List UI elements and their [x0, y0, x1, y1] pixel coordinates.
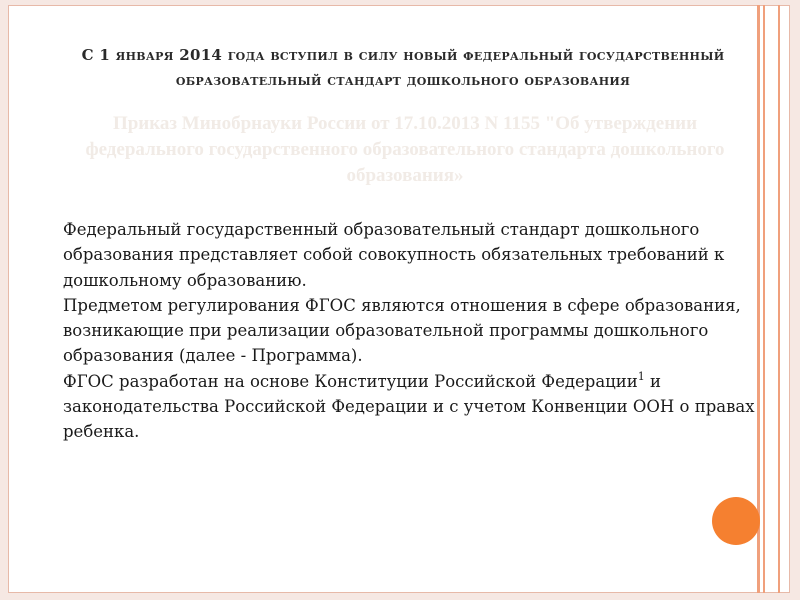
paragraph-basis-start: ФГОС разработан на основе Конституции Российской Федерации	[63, 371, 638, 391]
decorative-stripe	[778, 5, 780, 593]
decorative-circle	[712, 497, 760, 545]
paragraph-definition: Федеральный государственный образовательный стандарт дошкольного образования представляет собой совокупность обязательных требований к дошкольному образованию.	[63, 220, 725, 290]
slide-body	[63, 217, 763, 445]
decorative-stripe	[763, 5, 765, 593]
slide-title: С 1 января 2014 года вступил в силу новый федеральный государственный образовательный стандарт дошкольного образования	[81, 46, 725, 89]
paragraph-basis	[63, 369, 763, 445]
paragraph-basis-end: и законодательства Российской Федерации и с учетом Конвенции ООН о правах ребенка.	[63, 371, 755, 442]
footnote-marker: 1	[637, 369, 645, 383]
paragraph-subject: Предметом регулирования ФГОС являются отношения в сфере образования, возникающие при реализации образовательной программы дошкольного образования (далее - Программа).	[63, 295, 741, 366]
slide-subtitle: Приказ Минобрнауки России от 17.10.2013 N 1155 "Об утверждении федерального государственного образовательного стандарта дошкольного образования»	[85, 113, 725, 186]
